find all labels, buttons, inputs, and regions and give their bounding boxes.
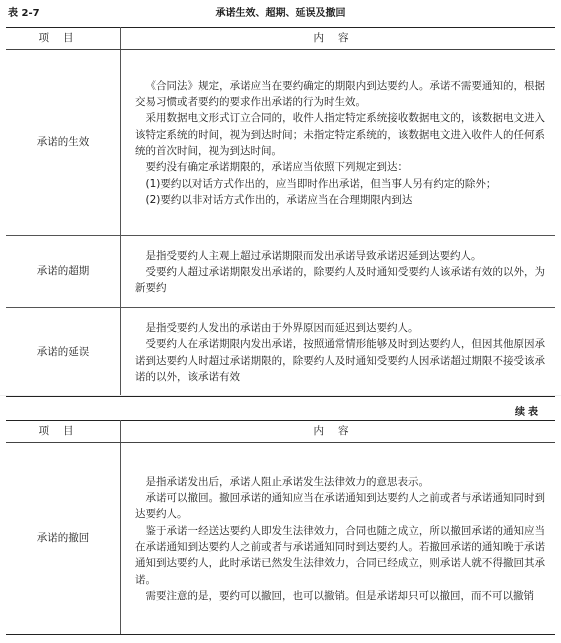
- row-item-label: 承诺的撤回: [6, 443, 121, 635]
- content-paragraph: 采用数据电文形式订立合同的，收件人指定特定系统接收数据电文的，该数据电文进入该特定系统的时间，视为到达时间；未指定特定系统的，该数据电文进入收件人的任何系统的首次时间，视为到达时间。: [135, 112, 545, 157]
- row-item-label: 承诺的超期: [6, 236, 121, 308]
- content-paragraph: 受要约人在承诺期限内发出承诺，按照通常情形能够及时到达要约人，但因其他原因承诺到达要约人时超过承诺期限的，除要约人及时通知受要约人因承诺超过期限不接受该承诺的以外，该承诺有效: [135, 338, 545, 383]
- page-gap: [0, 395, 561, 396]
- header-row: [6, 421, 555, 443]
- row-content: [121, 443, 556, 635]
- table-row: [6, 236, 555, 308]
- header-item: 项目: [6, 28, 121, 50]
- content-paragraph: (1)要约以对话方式作出的，应当即时作出承诺，但当事人另有约定的除外；: [145, 177, 497, 190]
- content-paragraph: 是指受要约人主观上超过承诺期限而发出承诺导致承诺迟延到达要约人。: [145, 249, 482, 262]
- header-row: [6, 28, 555, 50]
- table-row: [6, 50, 555, 236]
- content-paragraph: 受要约人超过承诺期限发出承诺的，除要约人及时通知受要约人该承诺有效的以外，为新要约: [135, 265, 545, 295]
- content-paragraph: 鉴于承诺一经送达要约人即发生法律效力，合同也随之成立，所以撤回承诺的通知应当在承诺通知到达要约人之前或者与承诺通知同时到达要约人。若撤回承诺的通知晚于承诺通知到达要约人，此时承诺已然发生法律效力，合同已经成立，则承诺人就不得撤回其承诺。: [135, 524, 545, 586]
- table-row: [6, 443, 555, 635]
- row-item-label: 承诺的生效: [6, 50, 121, 236]
- acceptance-table: [6, 27, 555, 397]
- content-paragraph: 是指受要约人发出的承诺由于外界原因而延迟到达要约人。: [145, 321, 419, 334]
- content-paragraph: 需要注意的是，要约可以撤回，也可以撤销。但是承诺却只可以撤回，而不可以撤销: [145, 589, 534, 602]
- row-content: [121, 308, 556, 397]
- continued-label: 续表: [515, 407, 541, 418]
- content-paragraph: 承诺可以撤回。撤回承诺的通知应当在承诺通知到达要约人之前或者与承诺通知同时到达要约人。: [135, 492, 545, 521]
- row-content: [121, 236, 556, 308]
- content-paragraph: 要约没有确定承诺期限的，承诺应当依照下列规定到达：: [145, 161, 408, 174]
- header-content: 内容: [121, 28, 556, 50]
- acceptance-table-continued: [6, 420, 555, 635]
- content-paragraph: (2)要约以非对话方式作出的，承诺应当在合理期限内到达: [145, 193, 413, 206]
- row-item-label: 承诺的延误: [6, 308, 121, 397]
- table-row: [6, 308, 555, 397]
- table-number: 表 2-7: [8, 8, 40, 19]
- header-item: 项目: [6, 421, 121, 443]
- content-paragraph: 是指承诺发出后，承诺人阻止承诺发生法律效力的意思表示。: [145, 475, 429, 488]
- header-content: 内容: [121, 421, 556, 443]
- row-content: [121, 50, 556, 236]
- table-title: 承诺生效、超期、延误及撤回: [215, 8, 346, 19]
- table-caption: [8, 6, 553, 22]
- content-paragraph: 《合同法》规定，承诺应当在要约确定的期限内到达要约人。承诺不需要通知的，根据交易习惯或者要约的要求作出承诺的行为时生效。: [135, 79, 545, 109]
